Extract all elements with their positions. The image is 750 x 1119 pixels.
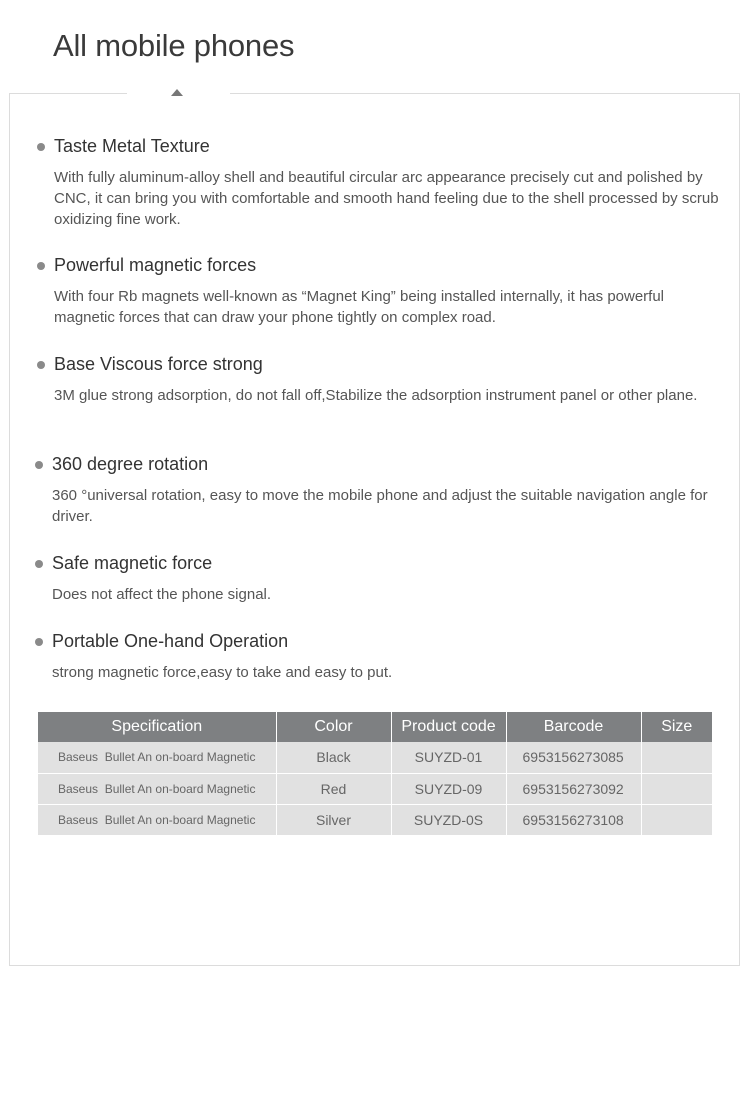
feature-title: 360 degree rotation: [52, 454, 209, 474]
cell-barcode: 6953156273092: [506, 773, 641, 804]
feature-text: 3M glue strong adsorption, do not fall off,Stabilize the adsorption instrument panel or other plane.: [54, 387, 698, 404]
feature-text: 360 °universal rotation, easy to move the mobile phone and adjust the suitable navigation angle for driver.: [52, 487, 708, 525]
feature-title: Taste Metal Texture: [54, 136, 210, 156]
header-barcode: Barcode: [506, 712, 641, 742]
page-title: All mobile phones: [53, 28, 295, 63]
table-row: [38, 804, 712, 835]
feature-title: Portable One-hand Operation: [52, 631, 289, 651]
cell-color: Red: [276, 773, 391, 804]
table-header-row: [38, 712, 712, 742]
header-specification: Specification: [38, 712, 276, 742]
cell-specification: Baseus Bullet An on-board Magnetic: [38, 742, 276, 773]
bullet-icon: [35, 638, 43, 646]
header-size: Size: [641, 712, 712, 742]
cell-size: [641, 742, 712, 773]
feature-text: strong magnetic force,easy to take and easy to put.: [52, 664, 393, 681]
feature-text: Does not affect the phone signal.: [52, 586, 272, 603]
table-row: [38, 742, 712, 773]
cell-barcode: 6953156273085: [506, 742, 641, 773]
caret-up-icon: [171, 89, 183, 96]
feature-text: With four Rb magnets well-known as “Magnet King” being installed internally, it has powerful magnetic forces that can draw your phone tightly on complex road.: [54, 288, 665, 326]
header-product-code: Product code: [391, 712, 506, 742]
header-color: Color: [276, 712, 391, 742]
cell-product-code: SUYZD-01: [391, 742, 506, 773]
cell-specification: Baseus Bullet An on-board Magnetic: [38, 804, 276, 835]
bullet-icon: [37, 262, 45, 270]
cell-size: [641, 804, 712, 835]
bullet-icon: [37, 361, 45, 369]
feature-title: Base Viscous force strong: [54, 354, 263, 374]
cell-product-code: SUYZD-09: [391, 773, 506, 804]
bullet-icon: [35, 560, 43, 568]
feature-title: Safe magnetic force: [52, 553, 213, 573]
feature-text: With fully aluminum-alloy shell and beautiful circular arc appearance precisely cut and polished by CNC, it can bring you with comfortable and smooth hand feeling due to the shell processed by scrub oxidizing fine work.: [54, 169, 719, 228]
cell-barcode: 6953156273108: [506, 804, 641, 835]
bullet-icon: [35, 461, 43, 469]
cell-product-code: SUYZD-0S: [391, 804, 506, 835]
cell-color: Black: [276, 742, 391, 773]
bullet-icon: [37, 143, 45, 151]
table-row: [38, 773, 712, 804]
cell-size: [641, 773, 712, 804]
specification-table: [38, 712, 712, 836]
cell-specification: Baseus Bullet An on-board Magnetic: [38, 773, 276, 804]
feature-title: Powerful magnetic forces: [54, 255, 257, 275]
cell-color: Silver: [276, 804, 391, 835]
